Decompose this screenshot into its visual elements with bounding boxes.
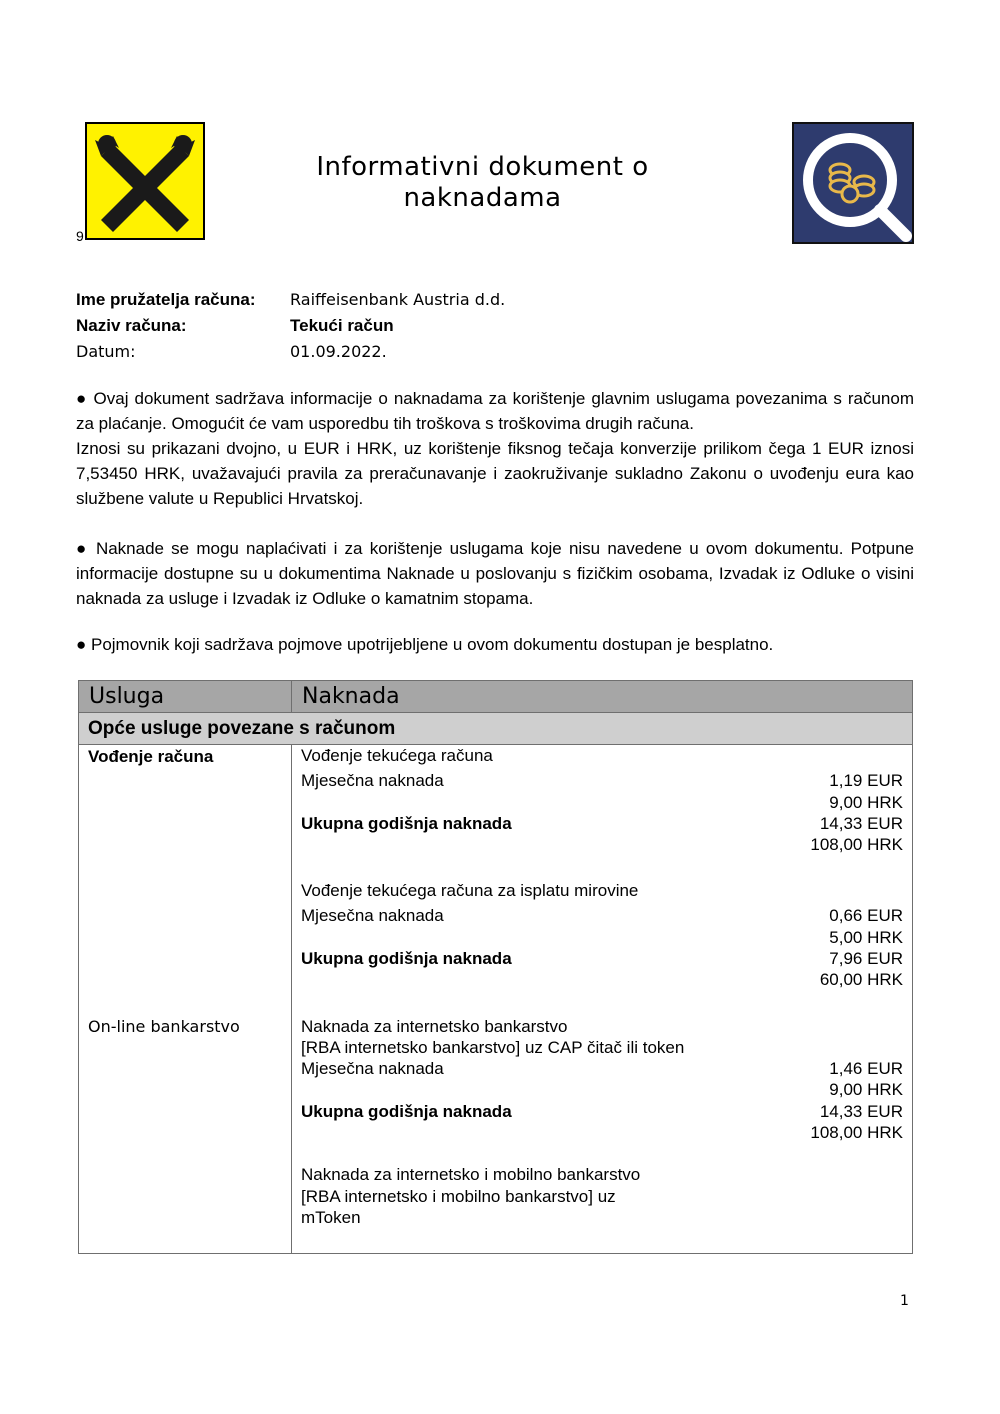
service-online-banking: On-line bankarstvo — [88, 1017, 240, 1036]
monthly-fee-hrk: 9,00 HRK — [829, 793, 903, 812]
intro-paragraph-1 — [76, 386, 914, 511]
annual-fee-label: Ukupna godišnja naknada — [301, 1102, 512, 1121]
magnifier-coins-icon — [792, 122, 914, 244]
section-title: Opće usluge povezane s računom — [79, 713, 913, 745]
col-service-header: Usluga — [79, 681, 292, 713]
stray-mark: 9 — [76, 228, 84, 244]
fee-table — [78, 680, 913, 1254]
page-number: 1 — [900, 1293, 909, 1309]
intro-p2: ● Naknade se mogu naplaćivati i za korištenje uslugama koje nisu navedene u ovom dokumentu. Potpune informacije dostupne su u dokumentima Naknade u poslovanju s fizičkim osobama, Izvadak iz Odluke o visini naknada za usluge i Izvadak iz Odluke o kamatnim stopama. — [76, 539, 914, 608]
account-name-value: Tekući račun — [290, 316, 394, 335]
col-fee-header: Naknada — [292, 681, 913, 713]
provider-label: Ime pružatelja računa: — [76, 290, 256, 309]
section-row — [79, 713, 913, 745]
fee-title: Vođenje tekućega računa za isplatu mirovine — [301, 881, 639, 900]
intro-paragraph-2 — [76, 536, 914, 611]
monthly-fee-hrk: 9,00 HRK — [829, 1080, 903, 1099]
account-name-label: Naziv računa: — [76, 316, 187, 335]
annual-fee-label: Ukupna godišnja naknada — [301, 949, 512, 968]
monthly-fee-label: Mjesečna naknada — [301, 1059, 444, 1078]
date-value: 01.09.2022. — [290, 342, 387, 361]
account-meta — [76, 290, 505, 368]
intro-p3: ● Pojmovnik koji sadržava pojmove upotrijebljene u ovom dokumentu dostupan je besplatno. — [76, 635, 774, 654]
intro-p1-line2: Iznosi su prikazani dvojno, u EUR i HRK, uz korištenje fiksnog tečaja konverzije prilikom čega 1 EUR iznosi 7,53450 HRK, uvažavajući pravila za preračunavanje i zaokruživanje sukladno Zakonu o uvođenju eura kao službene valute u Republici Hrvatskoj. — [76, 439, 914, 508]
annual-fee-label: Ukupna godišnja naknada — [301, 814, 512, 833]
table-header-row — [79, 681, 913, 713]
service-account-maintenance: Vođenje računa — [88, 747, 214, 766]
date-label: Datum: — [76, 342, 136, 361]
fee-cell — [292, 745, 913, 1254]
monthly-fee-eur: 0,66 EUR — [829, 906, 903, 925]
annual-fee-hrk: 60,00 HRK — [819, 970, 903, 989]
annual-fee-eur: 14,33 EUR — [819, 1102, 903, 1121]
document-title — [300, 152, 665, 214]
fee-subtitle: [RBA internetsko i mobilno bankarstvo] uz — [301, 1187, 616, 1206]
annual-fee-hrk: 108,00 HRK — [810, 1123, 903, 1142]
service-cell — [79, 745, 292, 1254]
monthly-fee-eur: 1,19 EUR — [829, 771, 903, 790]
intro-p1-line1: ● Ovaj dokument sadržava informacije o naknadama za korištenje glavnim uslugama povezanima s računom za plaćanje. Omogućit će vam usporedbu tih troškova s troškovima drugih računa. — [76, 389, 914, 433]
table-row — [79, 745, 913, 1254]
fee-title: Naknada za internetsko bankarstvo — [301, 1017, 568, 1036]
annual-fee-eur: 14,33 EUR — [819, 814, 903, 833]
monthly-fee-label: Mjesečna naknada — [301, 771, 444, 790]
monthly-fee-hrk: 5,00 HRK — [829, 928, 903, 947]
fee-title: Naknada za internetsko i mobilno bankarstvo — [301, 1165, 641, 1184]
raiffeisen-logo — [85, 122, 205, 240]
intro-paragraph-3 — [76, 632, 914, 657]
fee-title: Vođenje tekućega računa — [301, 746, 493, 765]
annual-fee-hrk: 108,00 HRK — [810, 835, 903, 854]
fee-subtitle: mToken — [301, 1208, 361, 1227]
provider-value: Raiffeisenbank Austria d.d. — [290, 290, 506, 309]
annual-fee-eur: 7,96 EUR — [829, 949, 903, 968]
monthly-fee-eur: 1,46 EUR — [829, 1059, 903, 1078]
fee-subtitle: [RBA internetsko bankarstvo] uz CAP čitač ili token — [301, 1038, 685, 1057]
title-line-1: Informativni dokument o — [316, 152, 649, 182]
monthly-fee-label: Mjesečna naknada — [301, 906, 444, 925]
title-line-2: naknadama — [403, 183, 562, 213]
